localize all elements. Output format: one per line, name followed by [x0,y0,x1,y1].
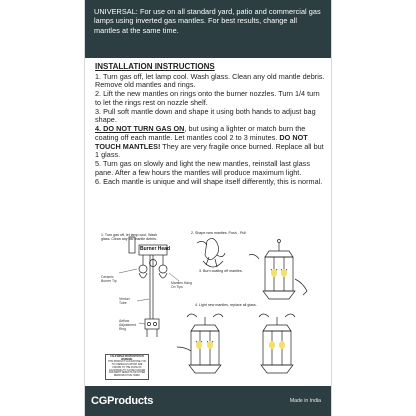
step-3: 3. Pull soft mantle down and shape it using both hands to adjust bag shape. [95,106,316,125]
ceramic-tip-label: Ceramic Burner Tip [101,275,117,283]
universal-text: UNIVERSAL: For use on all standard yard, patio and commercial gas lamps using inverted gas mantles. For best results, change all mantles at the same time. [94,7,321,35]
caption-step-4: 4. Light new mantles, replace all glass. [195,303,257,307]
burner-head-label: Burner Head [140,246,171,252]
step-4 [95,125,325,160]
made-in-label: Made in India [289,398,321,404]
step-4-text-a: , but using a lighter or match burn the coating off each mantle. Let mantles cool 2 to 3 minutes. [95,124,306,142]
step-1: 1. Turn gas off, let lamp cool. Wash glass. Clean any old mantle debris. Remove old mantles and rings. [95,71,325,90]
package-card [84,0,332,416]
instructions-title: INSTALLATION INSTRUCTIONS [95,62,215,71]
venturi-tube-label: Venturi Tube [119,297,130,305]
prop65-warning-box [105,354,149,380]
mantles-hang-label: Mantles Hang On Tips [171,281,192,289]
step-4-text-b: They are very fragile once burned. Replace all but 1 glass. [95,141,324,160]
airflow-ring-label: Airflow Adjustment Ring [119,319,136,331]
step-5: 5. Turn gas on slowly and light the new mantles, reinstall last glass pane. After a few hours the mantles will produce maximum light. [95,159,310,177]
instruction-diagram [99,229,321,389]
caption-step-2: 2. Shape new mantles. Push - Pull [191,231,246,235]
step-2: 2. Lift the new mantles on rings onto the burner nozzles. Turn 1/4 turn to let the rings rest on nozzle shelf. [95,89,320,107]
step-4-bold: 4. DO NOT TURN GAS ON [95,124,185,133]
prop65-warning-body: THIS PRODUCT CAN EXPOSE YOU TO CHEMICALS WHICH ARE KNOWN TO THE STATE OF CALIFORNIA TO CAUSE CANCER AND BIRTH DEFECTS OR OTHER REPRODUCTIVE HARM. [107,361,147,377]
prop65-warning-title: CALIFORNIA PROPOSITION 65 WARNING: [110,356,144,361]
footer-band [85,386,332,416]
universal-header-band [85,0,332,58]
caption-step-3: 3. Burn coating off mantles. [199,269,243,273]
step-4-warning: DO NOT TOUCH MANTLES! [95,132,308,151]
caption-step-1: 1. Turn gas off, let lamp cool. Wash glass. Clean any old mantle debris. [101,233,158,242]
step-6: 6. Each mantle is unique and will shape itself differently, this is normal. [95,176,323,186]
installation-instructions [95,62,325,186]
cgproducts-logo: CGProducts [91,395,154,407]
